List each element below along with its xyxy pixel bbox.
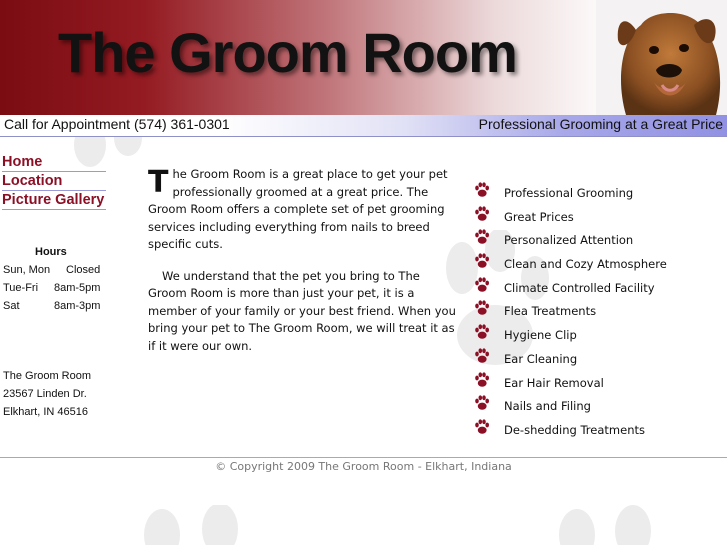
services-list — [474, 182, 724, 443]
service-label: Personalized Attention — [504, 233, 634, 248]
paw-icon — [474, 419, 490, 438]
service-label: Ear Hair Removal — [504, 375, 604, 390]
tagline: Professional Grooming at a Great Price — [478, 116, 723, 132]
service-label: Climate Controlled Facility — [504, 280, 655, 295]
service-label: Nails and Filing — [504, 399, 591, 414]
service-item — [474, 300, 724, 324]
service-item — [474, 372, 724, 396]
paw-icon — [474, 277, 490, 296]
service-item — [474, 253, 724, 277]
site-header — [0, 0, 727, 115]
service-item — [474, 348, 724, 372]
address-name: The Groom Room — [3, 370, 92, 382]
paw-icon — [474, 324, 490, 343]
service-item — [474, 182, 724, 206]
background-paw-icon — [140, 505, 260, 545]
address-city: Elkhart, IN 46516 — [3, 406, 88, 418]
dropcap: T — [148, 165, 169, 200]
paw-icon — [474, 372, 490, 391]
service-item — [474, 229, 724, 253]
intro-text — [148, 166, 456, 355]
service-item — [474, 419, 724, 443]
address-street: 23567 Linden Dr. — [3, 388, 87, 400]
hours-day: Tue-Fri — [3, 282, 39, 294]
hours-time: 8am-3pm — [54, 300, 101, 312]
intro-paragraph-1-text: he Groom Room is a great place to get your pet professionally groomed at a great price. The Groom Room offers a complete set of pet grooming services including everything from nails to breed specific cuts. — [148, 167, 448, 251]
call-bar — [0, 115, 727, 137]
hours-day: Sun, Mon — [3, 264, 51, 276]
dog-photo — [596, 0, 727, 115]
hours-time: 8am-5pm — [54, 282, 101, 294]
service-label: Great Prices — [504, 209, 574, 224]
service-item — [474, 324, 724, 348]
copyright: © Copyright 2009 The Groom Room - Elkhart, Indiana — [215, 460, 512, 473]
service-label: Flea Treatments — [504, 304, 597, 319]
nav-home-link[interactable]: Home — [2, 153, 106, 172]
footer-divider — [0, 457, 727, 458]
intro-paragraph — [148, 166, 456, 254]
call-for-appointment: Call for Appointment (574) 361-0301 — [4, 116, 230, 132]
nav-picture-gallery-link[interactable]: Picture Gallery — [2, 192, 105, 208]
paw-icon — [474, 206, 490, 225]
service-item — [474, 277, 724, 301]
service-label: Clean and Cozy Atmosphere — [504, 257, 667, 272]
paw-icon — [474, 300, 490, 319]
background-paw-icon — [555, 505, 665, 545]
service-label: Professional Grooming — [504, 186, 634, 200]
paw-icon — [474, 182, 490, 201]
service-label: Hygiene Clip — [504, 328, 577, 343]
paw-icon — [474, 348, 490, 367]
service-item — [474, 395, 724, 419]
hours-day: Sat — [3, 300, 20, 312]
service-label: Ear Cleaning — [504, 351, 578, 366]
paw-icon — [474, 395, 490, 414]
service-item — [474, 206, 724, 230]
site-title: The Groom Room — [58, 21, 517, 84]
hours-time: Closed — [66, 264, 101, 276]
main-nav — [2, 153, 106, 210]
paw-icon — [474, 229, 490, 248]
service-label: De-shedding Treatments — [504, 422, 645, 437]
hours-title: Hours — [35, 246, 67, 258]
intro-paragraph-2: We understand that the pet you bring to The Groom Room is more than just your pet, it is a member of your family or your best friend. When you bring your pet to The Groom Room, we will treat it as if it were our own. — [148, 268, 456, 353]
nav-location-link[interactable]: Location — [2, 172, 106, 191]
paw-icon — [474, 253, 490, 272]
